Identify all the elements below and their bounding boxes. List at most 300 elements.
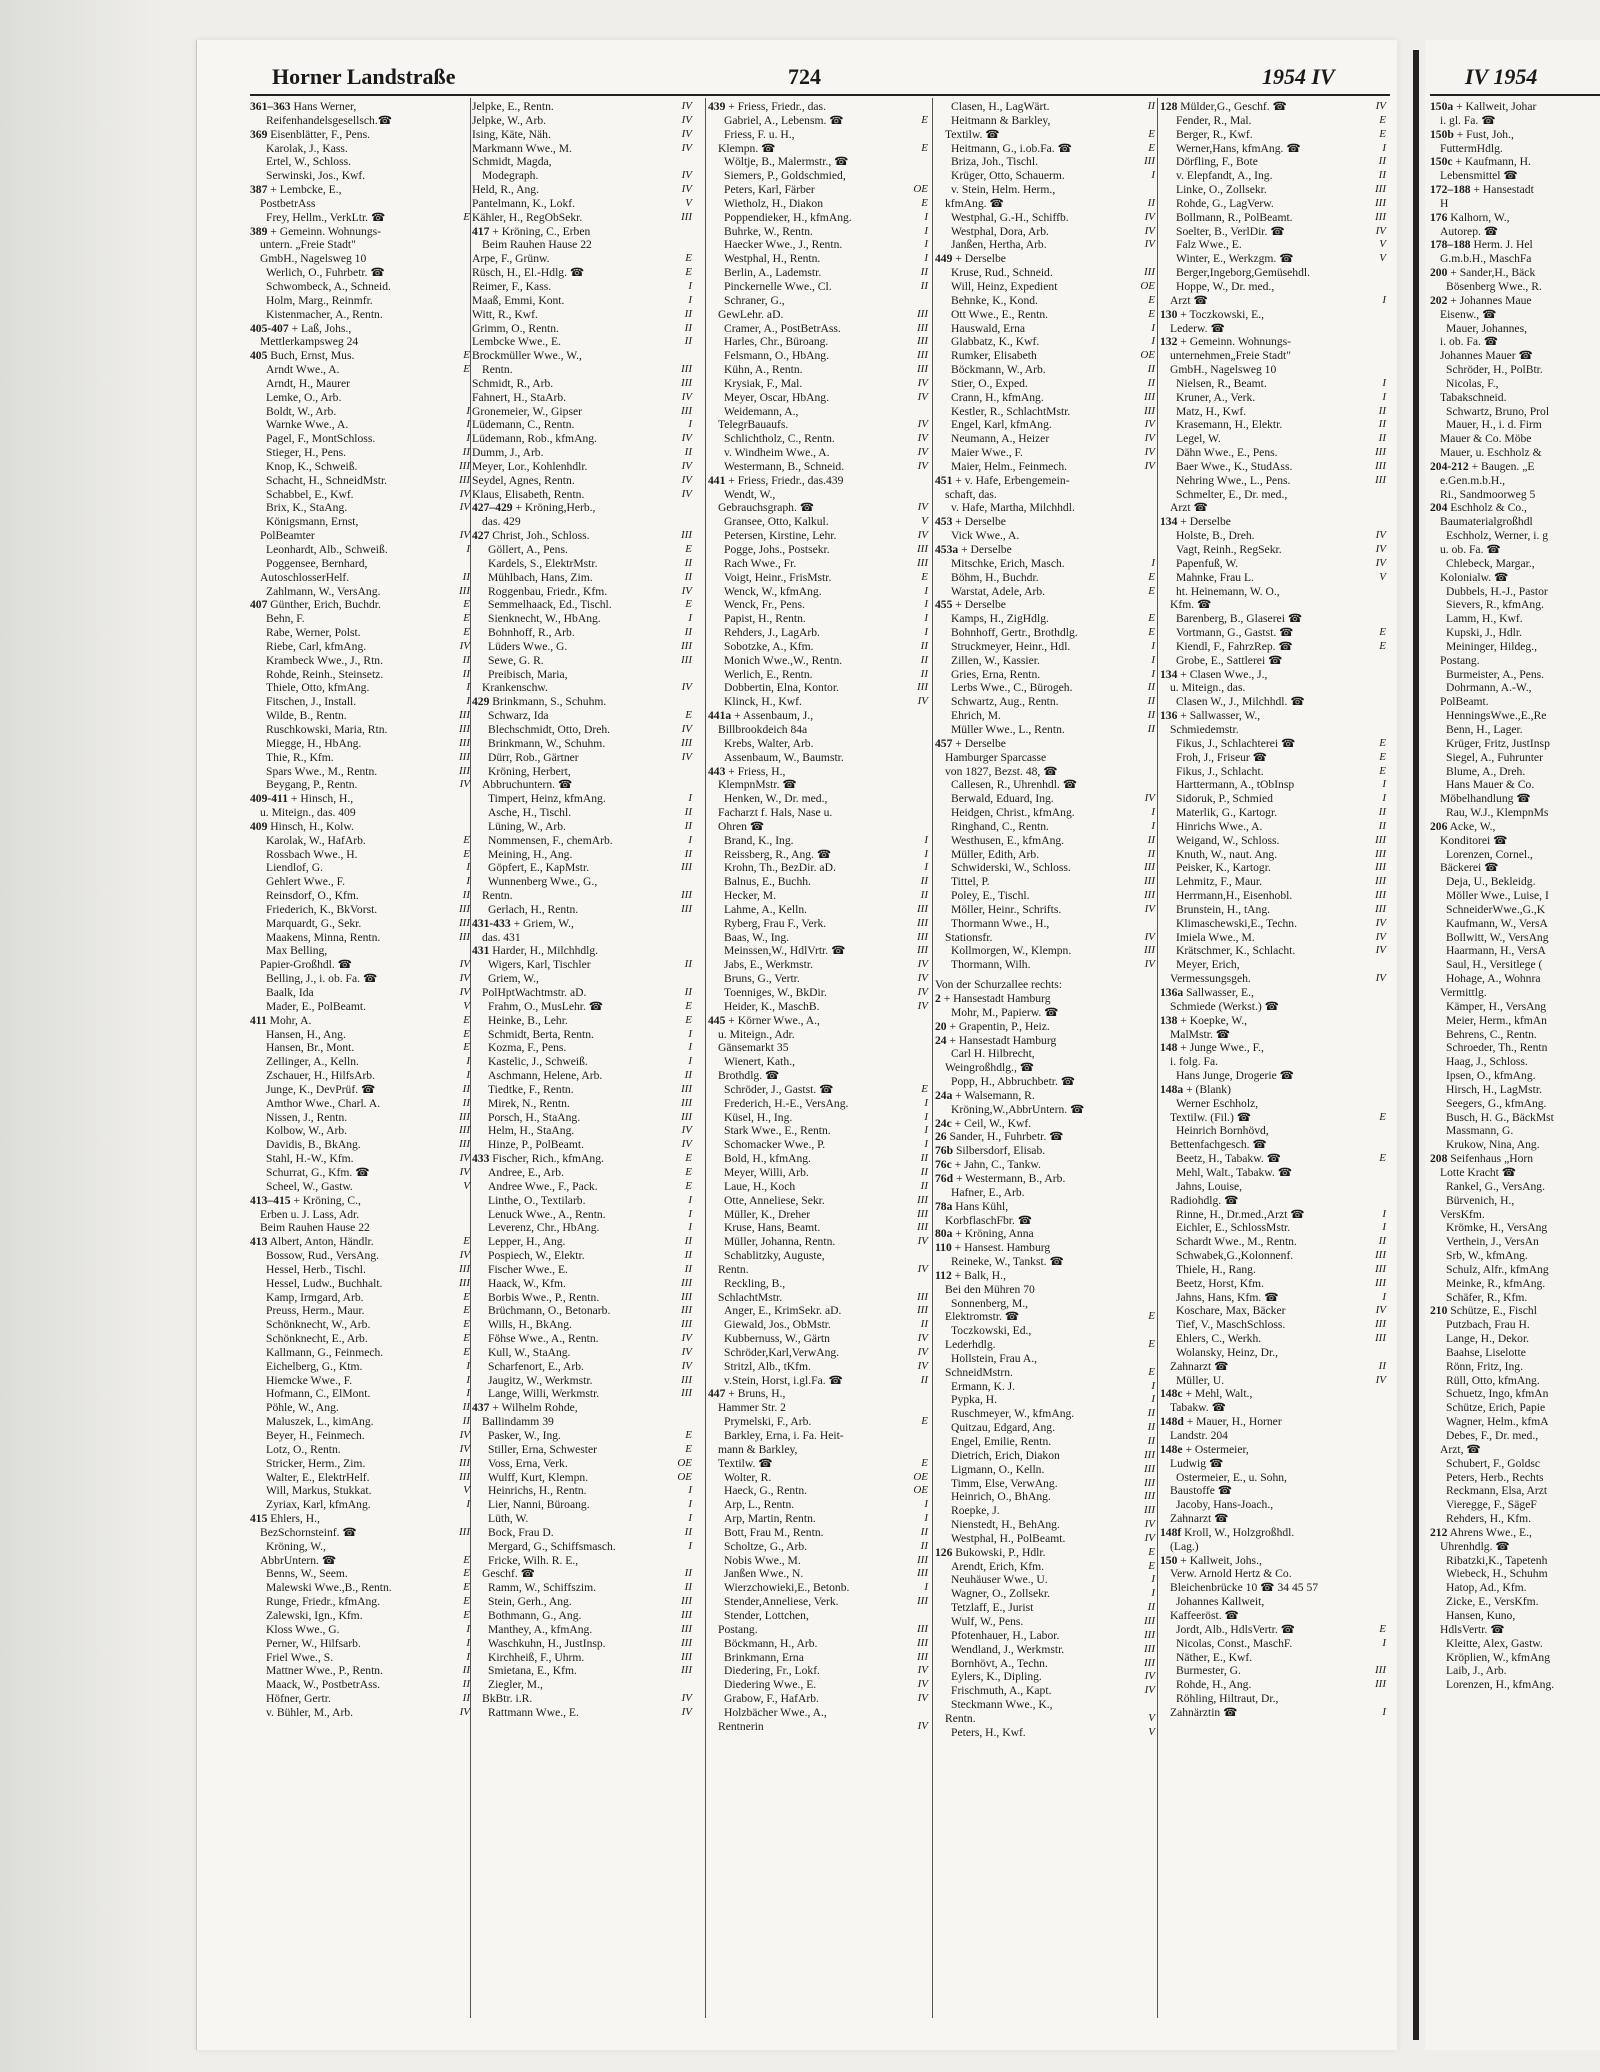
resident-entry	[472, 1291, 694, 1305]
entry-text: ht. Heinemann, W. O.,	[1176, 584, 1280, 598]
floor-code: IV	[1144, 432, 1155, 445]
resident-entry	[708, 1097, 930, 1111]
floor-code: II	[1147, 722, 1155, 735]
entry-text: Johannes Mauer ☎	[1440, 349, 1533, 363]
entry-text: PolBeamter	[260, 529, 315, 543]
column-divider	[705, 98, 706, 2018]
floor-code: II	[1147, 695, 1155, 708]
entry-text: Buhrke, W., Rentn.	[724, 224, 813, 238]
entry-text: Lenuck Wwe., A., Rentn.	[488, 1207, 606, 1221]
column-divider	[1157, 98, 1158, 2018]
entry-text: Mitschke, Erich, Masch.	[951, 556, 1065, 570]
floor-code: III	[1144, 1642, 1155, 1655]
floor-code: III	[917, 335, 928, 348]
house-number: 112	[935, 1268, 952, 1282]
resident-entry	[1430, 1194, 1600, 1208]
entry-text: Jelpke, E., Rentn.	[472, 100, 554, 113]
entry-text: Böhm, H., Buchdr.	[951, 570, 1039, 584]
resident-entry	[472, 308, 694, 322]
entry-text: Burmester, G.	[1176, 1664, 1241, 1678]
entry-continuation	[708, 820, 930, 834]
entry-text: Von der Schurzallee rechts:	[935, 978, 1062, 992]
entry-text: Harles, Chr., Büroang.	[724, 335, 829, 349]
entry-text: Eylers, K., Dipling.	[951, 1670, 1042, 1684]
entry-text: Frederich, H.-E., VersAng.	[724, 1096, 849, 1110]
resident-entry	[1160, 488, 1388, 502]
resident-entry	[935, 1075, 1157, 1089]
floor-code: III	[681, 1664, 692, 1677]
entry-text: Pypka, H.	[951, 1393, 998, 1407]
floor-code: V	[1148, 1711, 1155, 1724]
resident-entry	[708, 557, 930, 571]
entry-text: Srb, W., kfmAng.	[1446, 1249, 1528, 1263]
resident-entry	[708, 861, 930, 875]
resident-entry	[708, 1692, 930, 1706]
entry-continuation	[1430, 654, 1600, 668]
resident-entry	[472, 1124, 694, 1138]
entry-text: PolBeamt.	[1440, 695, 1489, 709]
resident-entry	[1160, 238, 1388, 252]
resident-entry	[935, 1380, 1157, 1394]
house-number: 441	[708, 473, 726, 487]
resident-entry	[472, 1166, 694, 1180]
floor-code: IV	[681, 390, 692, 403]
entry-text: Debes, F., Dr. med.,	[1446, 1429, 1539, 1442]
resident-entry	[1160, 1637, 1388, 1651]
header-rule	[250, 94, 1390, 96]
floor-code: II	[684, 958, 692, 971]
resident-entry	[472, 142, 694, 156]
entry-text: Waschkuhn, H., JustInsp.	[488, 1636, 606, 1650]
entry-text: Dubbels, H.-J., Pastor	[1446, 584, 1548, 598]
floor-code: III	[1144, 889, 1155, 902]
entry-text: Bornhövt, A., Techn.	[951, 1656, 1048, 1670]
resident-entry	[1160, 142, 1388, 156]
entry-text: Kollmorgen, W., Klempn.	[951, 944, 1072, 958]
entry-text: Smietana, E., Kfm.	[488, 1664, 577, 1678]
resident-entry	[250, 1304, 472, 1318]
entry-text: Krohn, Th., BezDir. aD.	[724, 861, 836, 875]
resident-entry	[708, 335, 930, 349]
entry-text: Höfner, Gertr.	[266, 1692, 331, 1706]
resident-entry	[250, 1055, 472, 1069]
resident-entry	[472, 418, 694, 432]
house-number: 128	[1160, 100, 1178, 113]
floor-code: III	[459, 1138, 470, 1151]
resident-entry	[935, 1573, 1157, 1587]
floor-code: I	[466, 432, 470, 445]
entry-text: Rumker, Elisabeth	[951, 349, 1037, 363]
entry-text: + Hansestadt Hamburg	[943, 992, 1051, 1005]
resident-entry	[708, 571, 930, 585]
entry-text: KorbflaschFbr. ☎	[945, 1213, 1033, 1227]
entry-text: Mader, E., PolBeamt.	[266, 999, 366, 1013]
floor-code: II	[684, 806, 692, 819]
entry-text: Ising, Käte, Näh.	[472, 127, 551, 141]
resident-entry	[1430, 1180, 1600, 1194]
entry-continuation	[1430, 488, 1600, 502]
entry-text: Pantelmann, K., Lokf.	[472, 196, 576, 210]
house-number: 76c	[935, 1158, 952, 1172]
entry-text: Dähn Wwe., E., Pens.	[1176, 446, 1278, 460]
entry-text: Will, Heinz, Expedient	[951, 279, 1058, 293]
resident-entry	[1430, 598, 1600, 612]
entry-text: Fikus, J., Schlacht.	[1176, 764, 1264, 778]
floor-code: E	[921, 1082, 928, 1095]
floor-code: E	[463, 1304, 470, 1317]
floor-code: E	[1148, 1310, 1155, 1323]
resident-entry	[472, 391, 694, 405]
floor-code: IV	[459, 1705, 470, 1718]
entry-text: Jahns, Louise,	[1176, 1179, 1243, 1193]
floor-code: III	[917, 1622, 928, 1635]
resident-entry	[935, 322, 1157, 336]
entry-text: Sewe, G. R.	[488, 653, 544, 667]
entry-text: Otte, Anneliese, Sekr.	[724, 1193, 825, 1207]
resident-entry	[1160, 1221, 1388, 1235]
house-number-entry	[1160, 1083, 1388, 1097]
floor-code: IV	[1375, 972, 1386, 985]
house-number-entry	[1160, 986, 1388, 1000]
floor-code: I	[688, 1498, 692, 1511]
resident-entry	[1160, 557, 1388, 571]
resident-entry	[708, 848, 930, 862]
floor-code: I	[688, 1041, 692, 1054]
entry-text: Poley, E., Tischl.	[951, 889, 1030, 903]
facing-year: 1954	[1493, 64, 1538, 89]
resident-entry	[708, 1152, 930, 1166]
resident-entry	[250, 543, 472, 557]
resident-entry	[1430, 1083, 1600, 1097]
resident-entry	[472, 100, 694, 114]
floor-code: I	[1151, 321, 1155, 334]
entry-text: Maack, W., PostbetrAss.	[266, 1678, 381, 1692]
resident-entry	[935, 875, 1157, 889]
resident-entry	[250, 1000, 472, 1014]
entry-text: + Laß, Johs.,	[291, 321, 352, 335]
floor-code: III	[459, 930, 470, 943]
resident-entry	[250, 1263, 472, 1277]
entry-text: Werner,Hans, kfmAng. ☎	[1176, 141, 1301, 155]
entry-text: Maakens, Minna, Rentn.	[266, 930, 381, 944]
resident-entry	[708, 1083, 930, 1097]
floor-code: V	[921, 515, 928, 528]
entry-text: Pasker, W., Ing.	[488, 1429, 561, 1442]
entry-text: Reissberg, R., Ang. ☎	[724, 847, 832, 861]
floor-code: III	[1144, 1490, 1155, 1503]
resident-entry	[472, 1249, 694, 1263]
entry-text: Heinrich Bornhövd,	[1176, 1124, 1269, 1138]
house-number: 409-411	[250, 792, 289, 806]
entry-text: Belling, J., i. ob. Fa. ☎	[266, 972, 378, 986]
entry-text: Behn, F.	[266, 612, 305, 626]
resident-entry	[250, 432, 472, 446]
floor-code: IV	[917, 695, 928, 708]
resident-entry	[250, 1637, 472, 1651]
resident-entry	[708, 1651, 930, 1665]
entry-text: Lorenzen, Cornel.,	[1446, 847, 1533, 861]
floor-code: IV	[1144, 1531, 1155, 1544]
resident-entry	[472, 1651, 694, 1665]
floor-code: II	[1147, 363, 1155, 376]
floor-code: III	[459, 902, 470, 915]
floor-code: E	[463, 1332, 470, 1345]
entry-text: Wierzchowieki,E., Betonb.	[724, 1581, 850, 1595]
floor-code: E	[463, 612, 470, 625]
floor-code: III	[1375, 183, 1386, 196]
resident-entry	[708, 405, 930, 419]
floor-code: II	[920, 266, 928, 279]
resident-entry	[472, 1180, 694, 1194]
entry-text: Frey, Hellm., VerkLtr. ☎	[266, 210, 386, 224]
entry-continuation	[1160, 1609, 1388, 1623]
floor-code: II	[1147, 1601, 1155, 1614]
floor-code: IV	[1375, 529, 1386, 542]
floor-code: IV	[917, 986, 928, 998]
floor-code: II	[920, 875, 928, 888]
entry-text: Baahse, Liselotte	[1446, 1345, 1526, 1359]
entry-text: Anger, E., KrimSekr. aD.	[724, 1304, 842, 1318]
floor-code: II	[684, 986, 692, 998]
floor-code: III	[681, 1387, 692, 1400]
resident-entry	[1160, 418, 1388, 432]
floor-code: IV	[1144, 1670, 1155, 1683]
resident-entry	[472, 626, 694, 640]
entry-text: MalMstr. ☎	[1170, 1027, 1231, 1041]
resident-entry	[1430, 1484, 1600, 1498]
resident-entry	[1160, 944, 1388, 958]
house-number: 411	[250, 1013, 267, 1027]
entry-text: Klimaschewski,E., Techn.	[1176, 916, 1298, 930]
resident-entry	[708, 1540, 930, 1554]
entry-text: u. Miteign., das. 409	[260, 806, 356, 820]
entry-text: Weigand, W., Schloss.	[1176, 833, 1280, 847]
entry-text: Modegraph.	[482, 169, 539, 183]
floor-code: III	[1144, 1448, 1155, 1461]
entry-text: Frischmuth, A., Kapt.	[951, 1684, 1052, 1698]
resident-entry	[1430, 1055, 1600, 1069]
entry-text: Jahns, Hans, Kfm. ☎	[1176, 1290, 1279, 1304]
floor-code: E	[921, 1415, 928, 1428]
entry-text: Janßen Wwe., N.	[724, 1567, 804, 1581]
entry-text: Leverenz, Chr., HbAng.	[488, 1221, 600, 1235]
entry-text: Hans Kühl,	[955, 1199, 1009, 1213]
resident-entry	[935, 978, 1157, 992]
entry-text: Küsel, H., Ing.	[724, 1110, 793, 1124]
entry-text: + Kröning, C., Erben	[492, 224, 591, 238]
floor-code: II	[462, 889, 470, 902]
floor-code: V	[685, 196, 692, 209]
resident-entry	[472, 474, 694, 488]
house-number: 206	[1430, 819, 1448, 833]
resident-entry	[1160, 128, 1388, 142]
floor-code: I	[1382, 141, 1386, 154]
resident-entry	[250, 1332, 472, 1346]
floor-code: I	[688, 1027, 692, 1040]
floor-code: III	[459, 584, 470, 597]
resident-entry	[250, 1498, 472, 1512]
entry-text: Putzbach, Frau H.	[1446, 1318, 1530, 1332]
entry-text: Landstr. 204	[1170, 1429, 1228, 1442]
resident-entry	[1160, 1263, 1388, 1277]
floor-code: III	[1144, 404, 1155, 417]
floor-code: IV	[917, 1262, 928, 1275]
entry-text: Schmiede (Werkst.) ☎	[1170, 999, 1280, 1013]
entry-text: Wöltje, B., Malermstr., ☎	[724, 155, 849, 169]
entry-text: Stender,Anneliese, Verk.	[724, 1595, 839, 1609]
floor-code: V	[463, 999, 470, 1012]
entry-text: Schütze, E., Fischl	[1450, 1304, 1537, 1318]
resident-entry	[708, 377, 930, 391]
floor-code: IV	[1144, 446, 1155, 459]
entry-continuation	[1430, 308, 1600, 322]
resident-entry	[935, 681, 1157, 695]
entry-text: Callesen, R., Uhrenhdl. ☎	[951, 778, 1078, 792]
resident-entry	[1430, 903, 1600, 917]
resident-entry	[708, 1678, 930, 1692]
entry-continuation	[1430, 114, 1600, 128]
entry-text: Lahme, A., Kelln.	[724, 902, 808, 916]
floor-code: II	[462, 446, 470, 459]
floor-code: IV	[1375, 100, 1386, 112]
floor-code: E	[1379, 1110, 1386, 1123]
resident-entry	[708, 1609, 930, 1623]
floor-code: III	[681, 1636, 692, 1649]
entry-text: Arp, L., Rentn.	[724, 1498, 795, 1512]
floor-code: IV	[1375, 916, 1386, 929]
house-number-entry	[250, 820, 472, 834]
entry-text: Scholtze, G., Arb.	[724, 1539, 808, 1553]
resident-entry	[935, 183, 1157, 197]
resident-entry	[1160, 751, 1388, 765]
floor-code: I	[924, 210, 928, 223]
resident-entry	[1160, 211, 1388, 225]
entry-text: Lotte Kracht ☎	[1440, 1165, 1517, 1179]
entry-text: Roggenbau, Friedr., Kfm.	[488, 584, 608, 598]
entry-continuation	[1160, 1111, 1388, 1125]
resident-entry	[1160, 848, 1388, 862]
resident-entry	[1160, 225, 1388, 239]
entry-text: Stahl, H.-W., Kfm.	[266, 1152, 354, 1166]
resident-entry	[472, 1097, 694, 1111]
entry-text: Rossbach Wwe., H.	[266, 847, 358, 861]
resident-entry	[1430, 1028, 1600, 1042]
resident-entry	[250, 1609, 472, 1623]
resident-entry	[1160, 875, 1388, 889]
resident-entry	[250, 1041, 472, 1055]
entry-text: Holm, Marg., Reinmfr.	[266, 293, 373, 307]
house-number: 148e	[1160, 1442, 1183, 1456]
entry-text: Brockmüller Wwe., W.,	[472, 349, 582, 363]
floor-code: IV	[459, 1152, 470, 1165]
resident-entry	[1160, 1623, 1388, 1637]
entry-text: + Ceil, W., Kwf.	[954, 1116, 1032, 1130]
entry-text: Rohde, H., Ang.	[1176, 1678, 1252, 1692]
entry-text: Carl H. Hilbrecht,	[951, 1047, 1035, 1061]
floor-code: III	[681, 639, 692, 652]
resident-entry	[935, 792, 1157, 806]
floor-code: III	[681, 1373, 692, 1386]
entry-continuation	[708, 1069, 930, 1083]
house-number: 130	[1160, 307, 1178, 321]
resident-entry	[708, 114, 930, 128]
floor-code: I	[1151, 819, 1155, 832]
resident-entry	[708, 1166, 930, 1180]
resident-entry	[1430, 1000, 1600, 1014]
resident-entry	[935, 1615, 1157, 1629]
resident-entry	[472, 1387, 694, 1401]
resident-entry	[1430, 1415, 1600, 1429]
resident-entry	[250, 446, 472, 460]
resident-entry	[1430, 765, 1600, 779]
entry-text: + Friess, Friedr., das.	[728, 100, 826, 113]
floor-code: E	[1148, 626, 1155, 639]
resident-entry	[472, 571, 694, 585]
entry-text: Fitschen, J., Install.	[266, 695, 357, 709]
entry-text: Bott, Frau M., Rentn.	[724, 1525, 824, 1539]
floor-code: I	[1151, 556, 1155, 569]
floor-code: III	[1375, 833, 1386, 846]
house-number-entry	[708, 765, 930, 779]
house-number: 126	[935, 1545, 953, 1559]
entry-text: + Balk, H.,	[954, 1268, 1006, 1282]
entry-continuation	[1430, 695, 1600, 709]
resident-entry	[1160, 1651, 1388, 1665]
house-number-entry	[1160, 1041, 1388, 1055]
entry-text: Günther, Erich, Buchdr.	[270, 598, 381, 612]
entry-text: Lier, Nanni, Büroang.	[488, 1498, 590, 1512]
entry-text: Werlich, E., Rentn.	[724, 667, 813, 681]
floor-code: II	[684, 1567, 692, 1580]
entry-continuation	[472, 889, 694, 903]
resident-entry	[1430, 709, 1600, 723]
floor-code: I	[924, 847, 928, 860]
resident-entry	[1430, 1651, 1600, 1665]
directory-column-3	[708, 100, 930, 2020]
entry-text: Legel, W.	[1176, 432, 1221, 446]
floor-code: III	[1144, 1656, 1155, 1669]
resident-entry	[708, 1138, 930, 1152]
entry-text: Steckmann Wwe., K.,	[951, 1698, 1053, 1712]
entry-text: Seydel, Agnes, Rentn.	[472, 473, 575, 487]
resident-entry	[472, 723, 694, 737]
floor-code: III	[917, 349, 928, 362]
entry-text: Klaus, Elisabeth, Rentn.	[472, 487, 585, 501]
floor-code: IV	[681, 1332, 692, 1345]
floor-code: E	[685, 1013, 692, 1026]
resident-entry	[1430, 1346, 1600, 1360]
floor-code: E	[1148, 141, 1155, 154]
entry-text: Wagner, Helm., kfmA	[1446, 1415, 1549, 1429]
floor-code: IV	[681, 183, 692, 196]
floor-code: III	[1375, 875, 1386, 888]
entry-continuation	[935, 1712, 1157, 1726]
floor-code: III	[459, 1525, 470, 1538]
house-number-entry	[935, 1089, 1157, 1103]
entry-text: Heidgen, Christ., kfmAng.	[951, 806, 1075, 820]
entry-text: Vortmann, G., Gastst. ☎	[1176, 626, 1294, 640]
entry-continuation	[472, 1567, 694, 1581]
house-number-entry	[1160, 515, 1388, 529]
floor-code: E	[685, 252, 692, 265]
floor-code: E	[921, 113, 928, 126]
resident-entry	[250, 418, 472, 432]
resident-entry	[472, 557, 694, 571]
entry-text: Peters, Karl, Färber	[724, 183, 815, 197]
entry-text: Walter, E., ElektrHelf.	[266, 1470, 370, 1484]
entry-text: Ohren ☎	[718, 819, 765, 833]
resident-entry	[250, 668, 472, 682]
